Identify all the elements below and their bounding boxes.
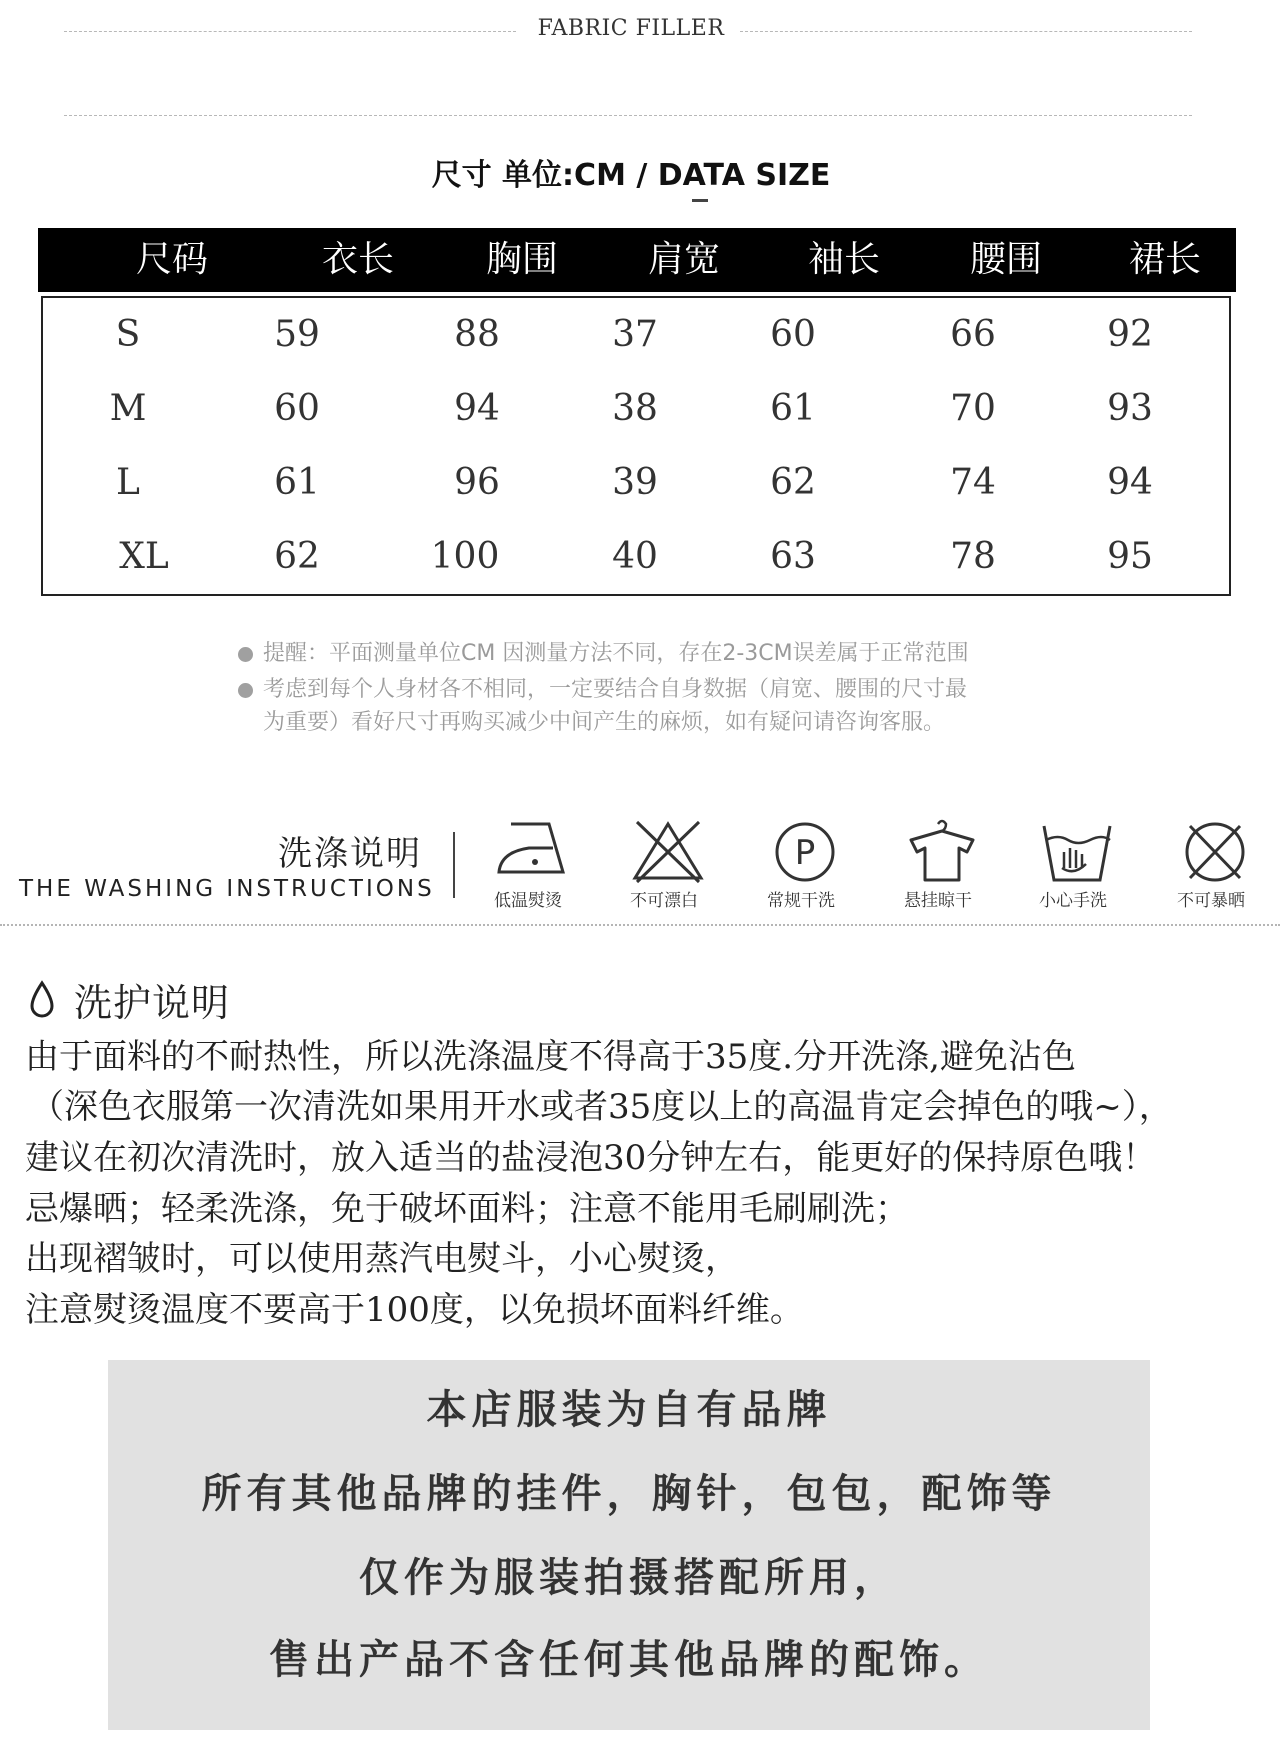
section-divider (64, 115, 1192, 116)
no-sun-dry-icon (1176, 818, 1254, 884)
iron-low-icon (493, 818, 571, 884)
col-header-size: 尺码 (135, 239, 208, 280)
title-underline (692, 199, 708, 202)
care-label: 小心手洗 (1039, 891, 1107, 911)
care-heading: 洗护说明 (74, 981, 231, 1025)
table-cell: 37 (612, 314, 658, 355)
brand-notice-line-1: 本店服装为自有品牌 (426, 1387, 832, 1433)
table-cell: 40 (612, 536, 658, 577)
table-cell: 70 (950, 388, 996, 429)
col-header-skirt: 裙长 (1128, 239, 1201, 280)
table-cell: 100 (430, 536, 500, 577)
col-header-waist: 腰围 (969, 239, 1042, 280)
note-line-2: 考虑到每个人身材各不相同，一定要结合自身数据（肩宽、腰围的尺寸最 (263, 677, 968, 702)
fabric-title: FABRIC FILLER (537, 16, 725, 41)
table-cell: 61 (274, 462, 320, 503)
table-cell: 60 (274, 388, 320, 429)
size-table-body (41, 296, 1231, 596)
table-cell: S (115, 314, 141, 355)
table-cell: 63 (770, 536, 816, 577)
table-cell: 96 (454, 462, 500, 503)
brand-notice-box (108, 1360, 1150, 1730)
water-drop-icon (28, 980, 56, 1018)
washing-title-cn: 洗涤说明 (278, 834, 422, 874)
hang-dry-icon (903, 818, 981, 884)
care-line-4: 忌爆晒；轻柔洗涤，免于破坏面料；注意不能用毛刷刷洗； (25, 1189, 909, 1229)
table-cell: 66 (950, 314, 996, 355)
col-header-bust: 胸围 (485, 239, 558, 280)
table-cell: M (109, 388, 147, 429)
care-label: 常规干洗 (767, 891, 835, 911)
note-bullet (238, 683, 253, 698)
table-cell: 92 (1107, 314, 1153, 355)
care-symbol-dry-clean (741, 818, 861, 911)
table-cell: 62 (770, 462, 816, 503)
table-cell: 78 (950, 536, 996, 577)
note-line-1: 提醒：平面测量单位CM 因测量方法不同，存在2-3CM误差属于正常范围 (263, 641, 969, 666)
table-cell: 62 (274, 536, 320, 577)
table-cell: 93 (1107, 388, 1153, 429)
table-cell: 95 (1107, 536, 1153, 577)
care-line-3: 建议在初次清洗时，放入适当的盐浸泡30分钟左右，能更好的保持原色哦！ (25, 1138, 1157, 1178)
table-cell: 60 (770, 314, 816, 355)
washing-divider (453, 832, 455, 898)
hand-wash-icon (1038, 818, 1116, 884)
dry-clean-p-icon (766, 818, 844, 884)
care-symbol-hang-dry (878, 818, 998, 911)
note-bullet (238, 647, 253, 662)
care-label: 悬挂晾干 (904, 891, 972, 911)
care-line-5: 出现褶皱时，可以使用蒸汽电熨斗，小心熨烫， (25, 1239, 739, 1279)
table-cell: 94 (1107, 462, 1153, 503)
table-cell: L (116, 462, 140, 503)
note-line-3: 为重要）看好尺寸再购买减少中间产生的麻烦，如有疑问请咨询客服。 (263, 710, 946, 735)
care-symbol-hand-wash (1013, 818, 1133, 911)
size-table-header (38, 228, 1236, 292)
brand-notice-line-4: 售出产品不含任何其他品牌的配饰。 (269, 1637, 989, 1683)
care-symbol-iron (468, 818, 588, 911)
col-header-length: 衣长 (321, 239, 394, 280)
col-header-shoulder: 肩宽 (647, 239, 720, 280)
care-symbol-no-bleach (604, 818, 724, 911)
care-line-2: （深色衣服第一次清洗如果用开水或者35度以上的高温肯定会掉色的哦~）， (30, 1087, 1173, 1127)
table-cell: 74 (950, 462, 996, 503)
table-cell: 38 (612, 388, 658, 429)
care-label: 不可漂白 (630, 891, 698, 911)
washing-title-en: THE WASHING INSTRUCTIONS (19, 876, 435, 902)
care-line-1: 由于面料的不耐热性，所以洗涤温度不得高于35度.分开洗涤,避免沾色 (25, 1037, 1076, 1077)
table-cell: 39 (612, 462, 658, 503)
care-label: 低温熨烫 (494, 891, 562, 911)
fabric-divider-right (740, 31, 1192, 32)
table-cell: 61 (770, 388, 816, 429)
dotted-divider (0, 924, 1280, 926)
care-line-6: 注意熨烫温度不要高于100度，以免损坏面料纤维。 (25, 1290, 804, 1330)
table-cell: XL (119, 536, 169, 577)
care-label: 不可暴晒 (1177, 891, 1245, 911)
size-chart-title: 尺寸 单位:CM / DATA SIZE (431, 158, 831, 193)
no-bleach-icon (629, 818, 707, 884)
table-cell: 94 (454, 388, 500, 429)
table-cell: 59 (274, 314, 320, 355)
brand-notice-line-3: 仅作为服装拍摄搭配所用， (359, 1555, 899, 1601)
table-cell: 88 (454, 314, 500, 355)
care-symbol-no-sun (1151, 818, 1271, 911)
col-header-sleeve: 袖长 (807, 239, 880, 280)
brand-notice-line-2: 所有其他品牌的挂件，胸针，包包，配饰等 (201, 1471, 1057, 1517)
svg-text:P: P (794, 833, 816, 873)
